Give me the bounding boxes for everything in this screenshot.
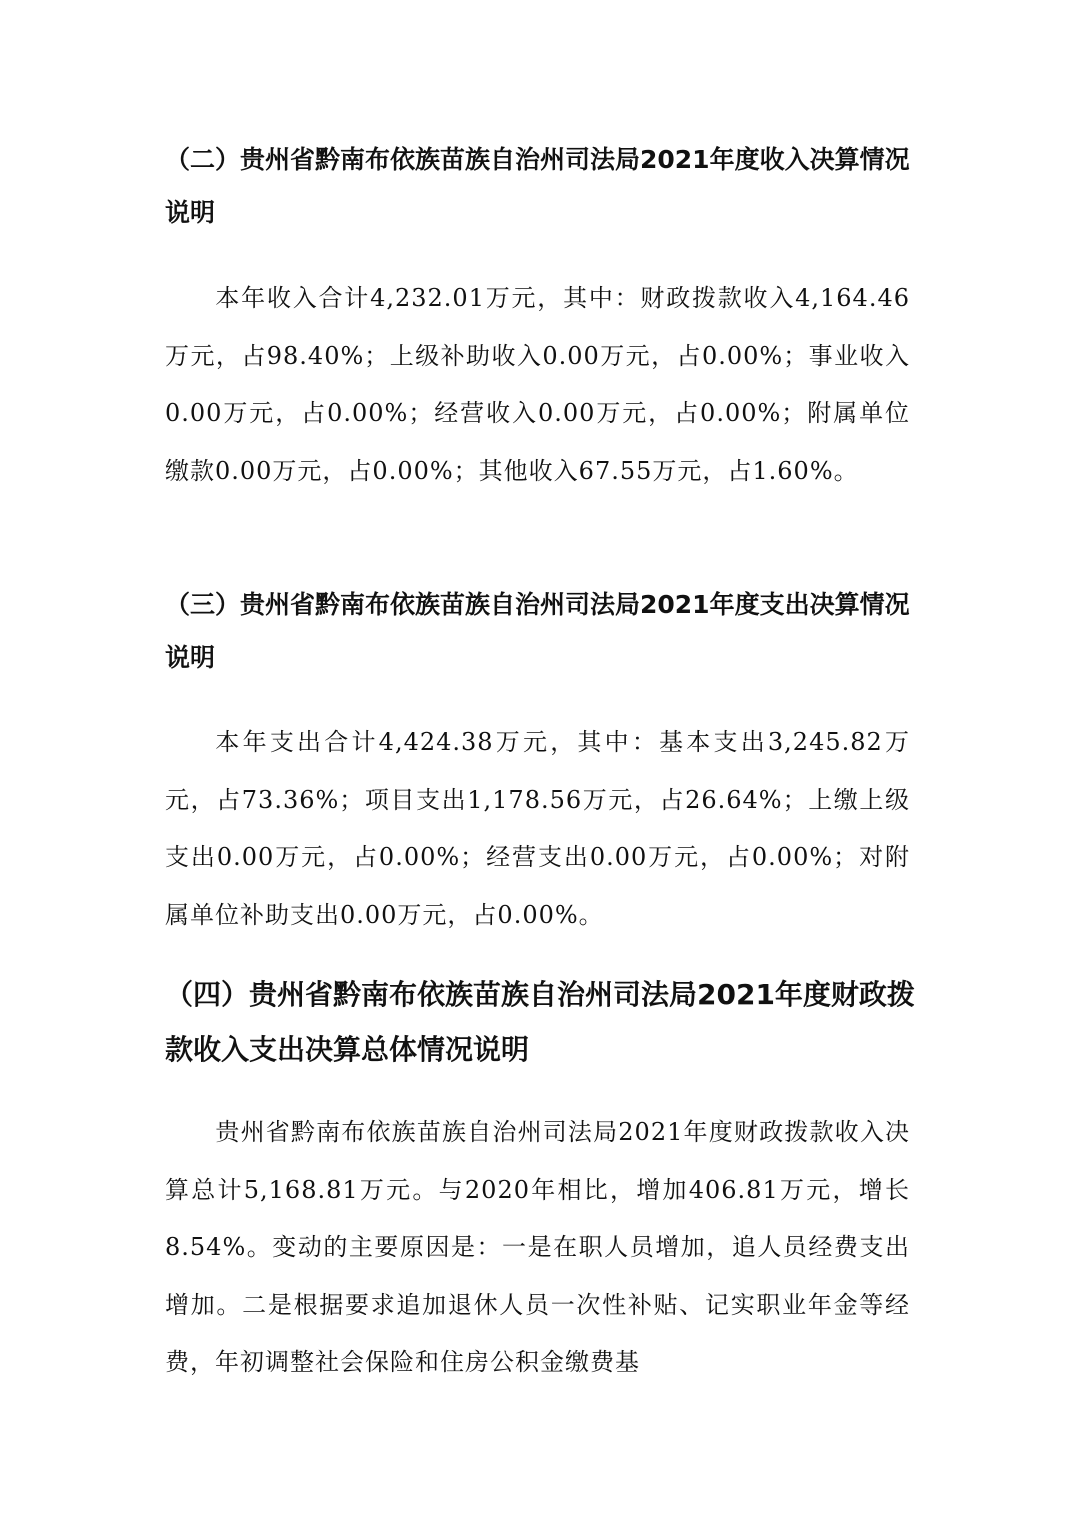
section-body-income: 本年收入合计4,232.01万元，其中：财政拨款收入4,164.46万元，占98.40%；上级补助收入0.00万元，占0.00%；事业收入0.00万元，占0.00%；经营收入0.00万元，占0.00%；附属单位缴款0.00万元，占0.00%；其他收入67.55万元，占1.60%。 xyxy=(165,284,910,485)
section-heading-income: （二）贵州省黔南布依族苗族自治州司法局2021年度收入决算情况说明 xyxy=(165,145,910,227)
section-body-fiscal-appropriation: 贵州省黔南布依族苗族自治州司法局2021年度财政拨款收入决算总计5,168.81万元。与2020年相比，增加406.81万元，增长8.54%。变动的主要原因是：一是在职人员增加，追人员经费支出增加。二是根据要求追加退休人员一次性补贴、记实职业年金等经费，年初调整社会保险和住房公积金缴费基 xyxy=(165,1118,910,1376)
section-heading-fiscal-appropriation: （四）贵州省黔南布依族苗族自治州司法局2021年度财政拨款收入支出决算总体情况说明 xyxy=(165,978,915,1066)
section-heading-expenditure: （三）贵州省黔南布依族苗族自治州司法局2021年度支出决算情况说明 xyxy=(165,590,910,672)
section-body-expenditure: 本年支出合计4,424.38万元，其中：基本支出3,245.82万元，占73.36%；项目支出1,178.56万元，占26.64%；上缴上级支出0.00万元，占0.00%；经营支出0.00万元，占0.00%；对附属单位补助支出0.00万元，占0.00%。 xyxy=(165,728,910,929)
